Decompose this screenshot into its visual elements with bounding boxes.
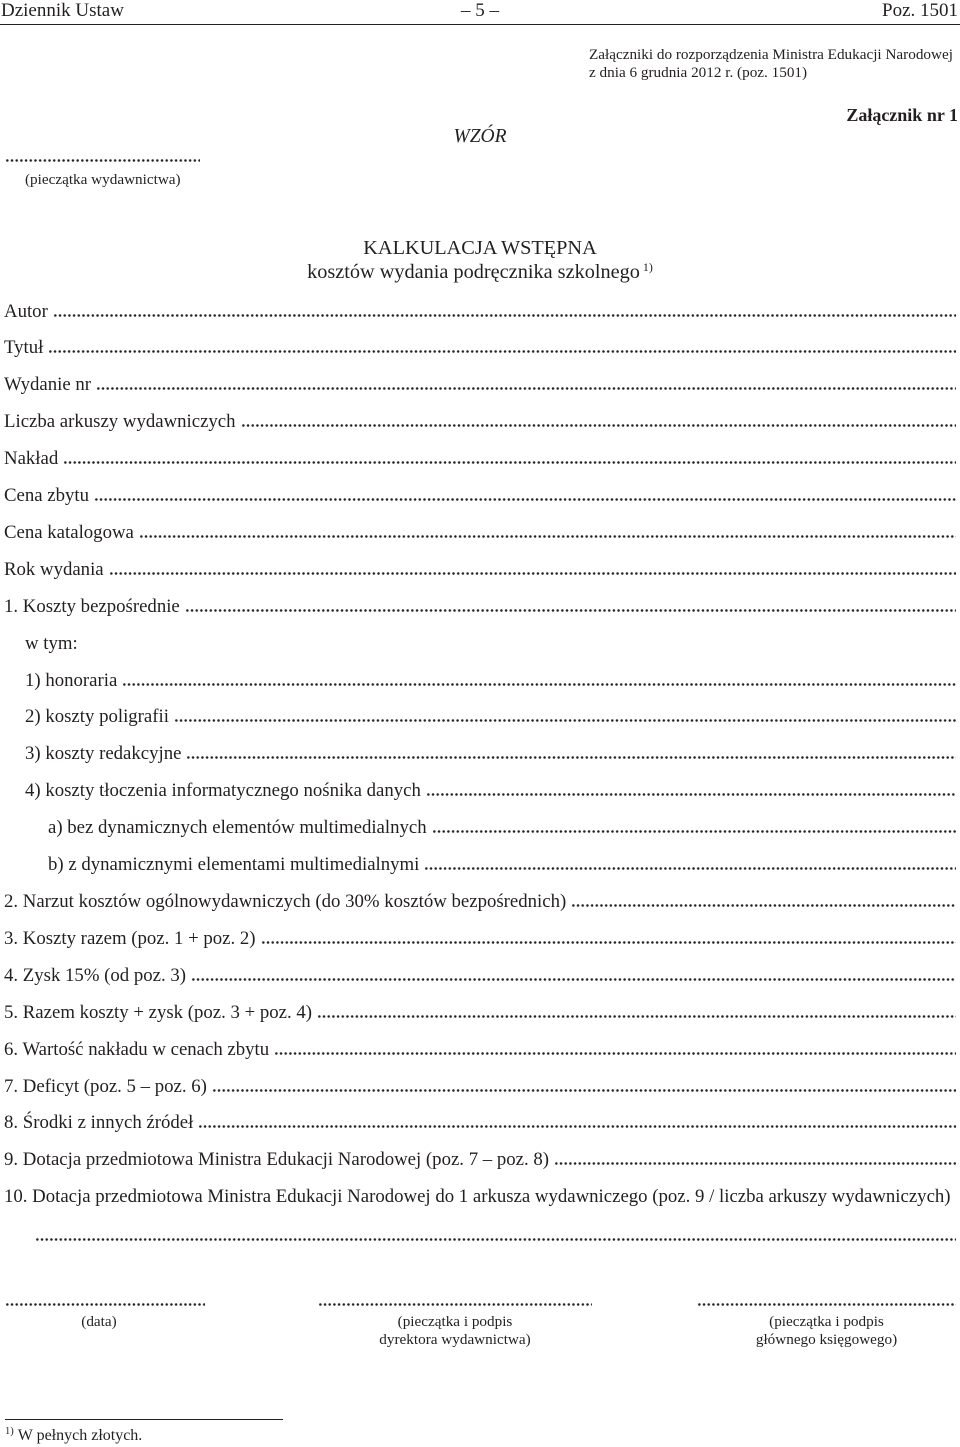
director-signature-label [318, 1313, 592, 1349]
footnote-number: 1) [5, 1426, 14, 1437]
accountant-label-line: (pieczątka i podpis [769, 1313, 884, 1330]
cost-label-editorial: 3) koszty redakcyjne [25, 743, 182, 765]
cost-row-other-funds [0, 1105, 960, 1142]
cost-label-including: w tym: [25, 632, 78, 654]
cost-label-fees: 1) honoraria [25, 669, 118, 691]
accountant-label-line: głównego księgowego) [755, 1331, 898, 1348]
cost-row-profit [0, 958, 960, 995]
field-label-sheets: Liczba arkuszy wydawniczych [4, 411, 236, 433]
cost-row-print-run-value [0, 1032, 960, 1069]
cost-row-media-dynamic [0, 847, 960, 884]
cost-label-print-run-value: 6. Wartość nakładu w cenach zbytu [4, 1038, 270, 1060]
dot-leader [53, 314, 956, 317]
field-row-author [0, 294, 960, 331]
cost-label-deficit: 7. Deficyt (poz. 5 – poz. 6) [4, 1075, 207, 1097]
director-label-line: (pieczątka i podpis [397, 1313, 513, 1330]
annex-note-line: Załączniki do rozporządzenia Ministra Edukacji Narodowej [589, 46, 953, 63]
dot-leader [174, 719, 956, 722]
director-signature-line [318, 1303, 592, 1306]
field-row-print-run [0, 441, 960, 478]
title-line-2-text: kosztów wydania podręcznika szkolnego [307, 261, 640, 283]
title-line-2 [0, 260, 960, 286]
cost-label-other-funds: 8. Środki z innych źródeł [4, 1112, 194, 1134]
field-label-print-run: Nakład [4, 448, 59, 470]
date-line [5, 1303, 205, 1306]
cost-label-subsidy-per-sheet: 10. Dotacja przedmiotowa Ministra Edukacji Narodowej do 1 arkusza wydawniczego (poz. 9 / liczba arkuszy wydawniczych) [4, 1186, 951, 1208]
dot-leader [185, 609, 956, 612]
date-label-line: (data) [81, 1313, 117, 1330]
cost-row-subsidy [0, 1142, 960, 1179]
dot-leader [35, 1238, 956, 1241]
dot-leader [241, 424, 956, 427]
cost-row-media-pressing [0, 773, 960, 810]
cost-row-overhead [0, 884, 960, 921]
dot-leader [109, 572, 956, 575]
field-label-edition: Wydanie nr [4, 374, 92, 396]
journal-name: Dziennik Ustaw [1, 0, 124, 21]
dot-leader [48, 350, 956, 353]
field-label-sale-price: Cena zbytu [4, 485, 90, 507]
cost-label-media-pressing: 4) koszty tłoczenia informatycznego nośnika danych [25, 780, 421, 802]
dot-leader [432, 830, 956, 833]
cost-row-media-static [0, 810, 960, 847]
cost-label-media-dynamic: b) z dynamicznymi elementami multimedialnymi [48, 854, 420, 876]
annex-note [589, 46, 953, 82]
field-label-year: Rok wydania [4, 558, 104, 580]
template-label: WZÓR [453, 126, 507, 147]
field-label-catalog-price: Cena katalogowa [4, 521, 134, 543]
annex-note-line: z dnia 6 grudnia 2012 r. (poz. 1501) [589, 64, 808, 81]
dot-leader [139, 535, 956, 538]
footnote-text: W pełnych złotych. [17, 1427, 143, 1444]
publisher-stamp-line [5, 159, 200, 162]
annex-number: Załącznik nr 1 [846, 105, 958, 125]
field-row-catalog-price [0, 515, 960, 552]
dot-leader [96, 387, 956, 390]
accountant-signature-line [697, 1303, 956, 1306]
cost-label-media-static: a) bez dynamicznych elementów multimedialnych [48, 817, 427, 839]
cost-label-subsidy: 9. Dotacja przedmiotowa Ministra Edukacji Narodowej (poz. 7 – poz. 8) [4, 1149, 550, 1171]
dot-leader [424, 867, 956, 870]
dot-leader [274, 1052, 956, 1055]
dot-leader [317, 1015, 956, 1018]
field-row-edition [0, 367, 960, 404]
cost-row-editorial [0, 736, 960, 773]
page-number: – 5 – [461, 0, 499, 21]
cost-row-continuation [0, 1216, 960, 1253]
dot-leader [186, 756, 956, 759]
footnote-ref: 1) [642, 260, 653, 274]
dot-leader [63, 461, 956, 464]
cost-row-costs-plus-profit [0, 995, 960, 1032]
dot-leader [261, 941, 956, 944]
accountant-signature-label [697, 1313, 956, 1349]
cost-row-printing [0, 699, 960, 736]
dot-leader [122, 683, 956, 686]
field-row-year [0, 552, 960, 589]
dot-leader [426, 793, 956, 796]
dot-leader [212, 1089, 956, 1092]
dot-leader [191, 978, 956, 981]
dot-leader [94, 498, 956, 501]
field-row-sale-price [0, 478, 960, 515]
field-label-author: Autor [4, 300, 48, 322]
cost-row-total-costs [0, 921, 960, 958]
position-number: Poz. 1501 [882, 0, 958, 21]
field-row-sheets [0, 404, 960, 441]
title-line-1: KALKULACJA WSTĘPNA [363, 237, 597, 259]
cost-row-fees [0, 663, 960, 700]
document-title [0, 236, 960, 286]
dot-leader [554, 1162, 956, 1165]
cost-label-direct-costs: 1. Koszty bezpośrednie [4, 595, 180, 617]
cost-row-including [0, 626, 960, 663]
dot-leader [571, 904, 956, 907]
field-row-title [0, 330, 960, 367]
director-label-line: dyrektora wydawnictwa) [379, 1331, 531, 1348]
running-header [0, 0, 960, 22]
header-rule [0, 24, 960, 25]
footnote-rule [5, 1419, 283, 1420]
dot-leader [198, 1125, 956, 1128]
field-label-title: Tytuł [4, 337, 44, 359]
date-label [0, 1313, 198, 1331]
footnote [5, 1426, 142, 1447]
cost-label-profit: 4. Zysk 15% (od poz. 3) [4, 964, 187, 986]
cost-label-costs-plus-profit: 5. Razem koszty + zysk (poz. 3 + poz. 4) [4, 1001, 313, 1023]
cost-row-deficit [0, 1069, 960, 1106]
calculation-form [0, 294, 960, 1254]
cost-row-direct-costs [0, 589, 960, 626]
cost-label-overhead: 2. Narzut kosztów ogólnowydawniczych (do 30% kosztów bezpośrednich) [4, 891, 567, 912]
cost-label-total-costs: 3. Koszty razem (poz. 1 + poz. 2) [4, 927, 256, 949]
publisher-stamp-label: (pieczątka wydawnictwa) [25, 171, 181, 188]
cost-label-printing: 2) koszty poligrafii [25, 706, 169, 728]
cost-row-subsidy-per-sheet [0, 1179, 960, 1216]
